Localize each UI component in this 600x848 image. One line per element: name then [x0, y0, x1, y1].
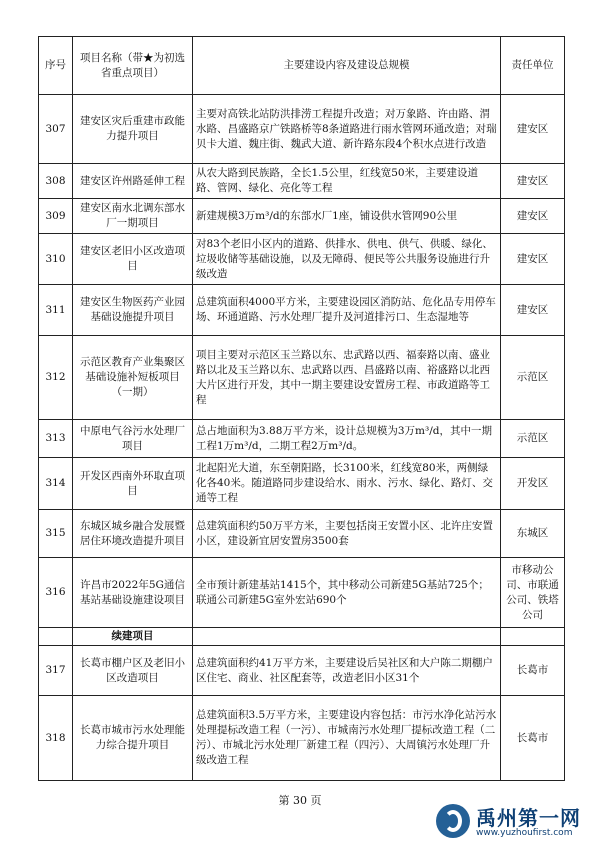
section-content-cell [193, 628, 501, 646]
row-content: 全市预计新建基站1415个，其中移动公司新建5G基站725个；联通公司新建5G室外宏站690个 [193, 558, 501, 628]
row-unit: 建安区 [501, 164, 565, 199]
row-name: 长葛市棚户区及老旧小区改造项目 [73, 646, 193, 696]
table-row [39, 420, 565, 458]
table-row [39, 510, 565, 558]
row-unit: 示范区 [501, 336, 565, 420]
section-title: 续建项目 [73, 628, 193, 646]
row-no: 317 [39, 646, 73, 696]
row-no: 312 [39, 336, 73, 420]
row-unit: 建安区 [501, 199, 565, 234]
row-no: 308 [39, 164, 73, 199]
watermark-logo [436, 800, 596, 846]
row-content: 总建筑面积4000平方米，主要建设园区消防站、危化品专用停车场、环通道路、污水处理厂提升及河道排污口、生态湿地等 [193, 285, 501, 336]
row-name: 建安区灾后重建市政能力提升项目 [73, 95, 193, 164]
row-unit: 建安区 [501, 95, 565, 164]
row-no: 315 [39, 510, 73, 558]
row-content: 对83个老旧小区内的道路、供排水、供电、供气、供暖、绿化、垃圾收储等基础设施，以及无障碍、便民等公共服务设施进行升级改造 [193, 234, 501, 285]
section-no-cell [39, 628, 73, 646]
table-row [39, 558, 565, 628]
table-header-row [39, 37, 565, 95]
row-name: 东城区城乡融合发展暨居住环境改造提升项目 [73, 510, 193, 558]
row-content: 总占地面积为3.88万平方米，设计总规模为3万m³/d，其中一期工程1万m³/d，二期工程2万m³/d。 [193, 420, 501, 458]
row-name: 建安区许州路延伸工程 [73, 164, 193, 199]
row-content: 新建规模3万m³/d的东部水厂1座，铺设供水管网90公里 [193, 199, 501, 234]
row-content: 北起阳光大道，东至朝阳路，长3100米，红线宽80米，两侧绿化各40米。随道路同步建设给水、雨水、污水、绿化、路灯、交通等工程 [193, 458, 501, 510]
table-row [39, 199, 565, 234]
row-no: 309 [39, 199, 73, 234]
row-name: 开发区西南外环取直项目 [73, 458, 193, 510]
row-content: 总建筑面积约50万平方米，主要包括岗王安置小区、北许庄安置小区，建设新宜居安置房3500套 [193, 510, 501, 558]
row-content: 总建筑面积3.5万平方米，主要建设内容包括：市污水净化站污水处理提标改造工程（一污）、市城南污水处理厂提标改造工程（二污）、市城北污水处理厂新建工程（四污）、大周镇污水处理厂升级改造工程 [193, 696, 501, 781]
header-unit: 责任单位 [501, 37, 565, 95]
table-row [39, 696, 565, 781]
page-number: 第 30 页 [278, 794, 322, 807]
watermark-title: 禹州第一网 [476, 806, 581, 830]
row-unit: 市移动公司、市联通公司、铁塔公司 [501, 558, 565, 628]
row-name: 建安区生物医药产业园基础设施提升项目 [73, 285, 193, 336]
row-content: 项目主要对示范区玉兰路以东、忠武路以西、福泰路以南、盛业路以北及玉兰路以东、忠武路以西、昌盛路以南、裕盛路以北西大片区进行开发，其中一期主要建设安置房工程、市政道路等工程 [193, 336, 501, 420]
table-row [39, 164, 565, 199]
row-name: 中原电气谷污水处理厂项目 [73, 420, 193, 458]
section-unit-cell [501, 628, 565, 646]
watermark-url: www.yuzhoufirst.com [476, 828, 573, 838]
row-unit: 长葛市 [501, 646, 565, 696]
row-content: 从农大路到民族路，全长1.5公里，红线宽50米，主要建设道路、管网、绿化、亮化等工程 [193, 164, 501, 199]
row-no: 311 [39, 285, 73, 336]
row-unit: 建安区 [501, 285, 565, 336]
row-content: 总建筑面积约41万平方米，主要建设后吴社区和大户陈二期棚户区住宅、商业、社区配套等，改造老旧小区31个 [193, 646, 501, 696]
table-row [39, 646, 565, 696]
table-row [39, 234, 565, 285]
row-unit: 建安区 [501, 234, 565, 285]
row-name: 许昌市2022年5G通信基站基础设施建设项目 [73, 558, 193, 628]
row-no: 313 [39, 420, 73, 458]
table-row [39, 95, 565, 164]
row-no: 310 [39, 234, 73, 285]
row-name: 长葛市城市污水处理能力综合提升项目 [73, 696, 193, 781]
row-name: 建安区老旧小区改造项目 [73, 234, 193, 285]
row-no: 307 [39, 95, 73, 164]
row-unit: 示范区 [501, 420, 565, 458]
row-name: 示范区教育产业集聚区基础设施补短板项目（一期） [73, 336, 193, 420]
row-unit: 东城区 [501, 510, 565, 558]
section-row [39, 628, 565, 646]
header-name: 项目名称（带★为初选省重点项目） [73, 37, 193, 95]
row-no: 316 [39, 558, 73, 628]
table-row [39, 336, 565, 420]
table-row [39, 285, 565, 336]
header-no: 序号 [39, 37, 73, 95]
header-content: 主要建设内容及建设总规模 [193, 37, 501, 95]
row-no: 314 [39, 458, 73, 510]
row-no: 318 [39, 696, 73, 781]
project-table [38, 36, 565, 781]
table-row [39, 458, 565, 510]
row-content: 主要对高铁北站防洪排涝工程提升改造；对万象路、许由路、渭水路、昌盛路京广铁路桥等8条道路进行雨水管网环通改造；对瑞贝卡大道、魏庄街、魏武大道、新许路东段4个积水点进行改造 [193, 95, 501, 164]
watermark-icon [436, 804, 470, 838]
row-name: 建安区南水北调东部水厂一期项目 [73, 199, 193, 234]
row-unit: 开发区 [501, 458, 565, 510]
row-unit: 长葛市 [501, 696, 565, 781]
